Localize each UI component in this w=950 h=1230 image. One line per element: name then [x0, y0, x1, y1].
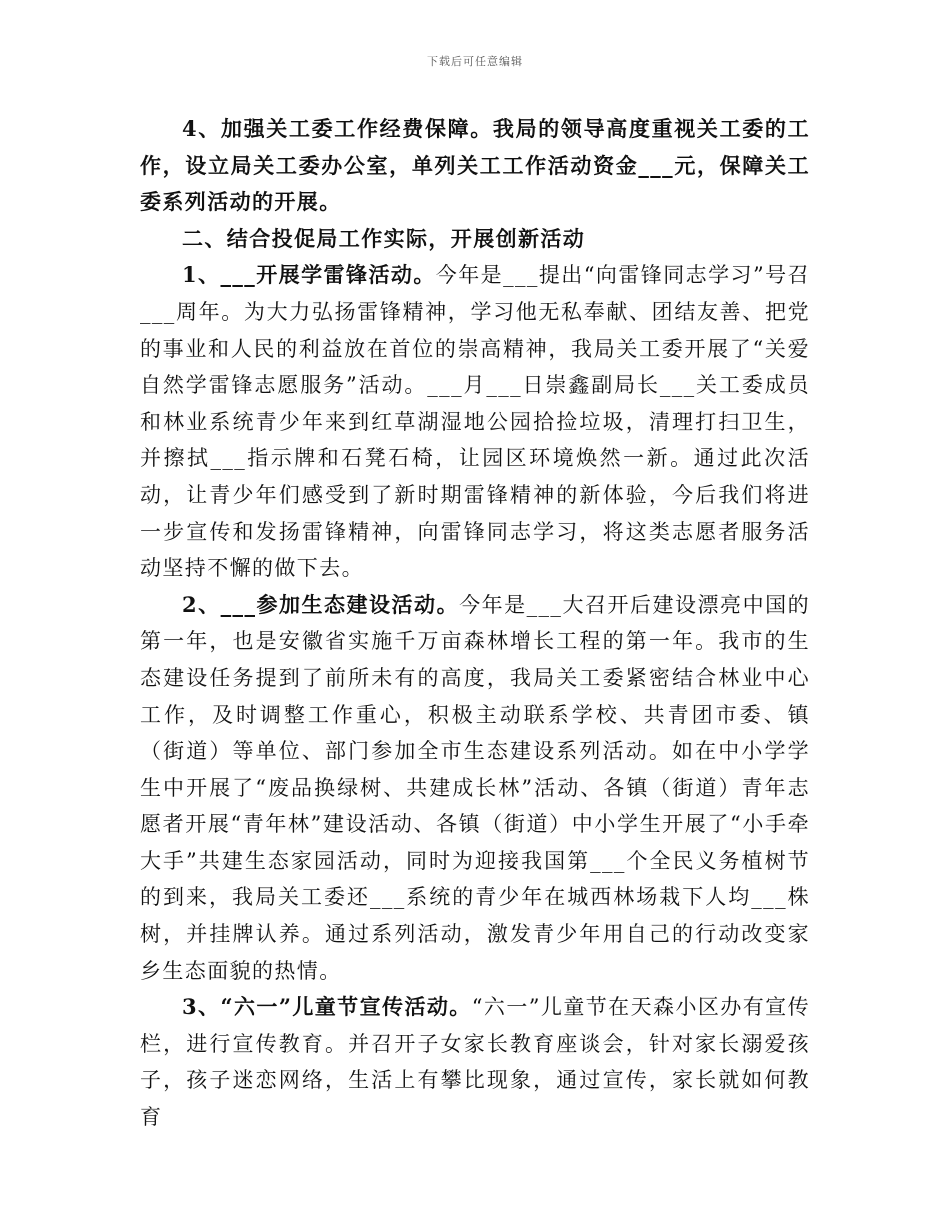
page-header: 下载后可任意编辑 — [427, 55, 523, 68]
paragraph-funding — [140, 111, 810, 221]
paragraph-bold: 3、“六一”儿童节宣传活动。 — [182, 994, 472, 1020]
paragraph-text: 今年是___提出“向雷锋同志学习”号召___周年。为大力弘扬雷锋精神，学习他无私奉献、团结友善、把党的事业和人民的利益放在首位的崇高精神，我局关工委开展了“关爱自然学雷锋志愿服务”活动。___月___日崇鑫副局长___关工委成员和林业系统青少年来到红草湖湿地公园拾捡垃圾，清理打扫卫生，并擦拭___指示牌和石凳石椅，让园区环境焕然一新。通过此次活动，让青少年们感受到了新时期雷锋精神的新体验，今后我们将进一步宣传和发扬雷锋精神，向雷锋同志学习，将这类志愿者服务活动坚持不懈的做下去。 — [140, 263, 810, 581]
document-body — [140, 111, 810, 1136]
paragraph-text: “六一”儿童节在天森小区办有宣传栏，进行宣传教育。并召开子女家长教育座谈会，针对家长溺爱孩子，孩子迷恋网络，生活上有攀比现象，通过宣传，家长就如何教育 — [140, 995, 810, 1130]
section-heading — [140, 221, 810, 258]
paragraph-leifeng — [140, 257, 810, 586]
paragraph-childrens-day — [140, 989, 810, 1135]
paragraph-ecology — [140, 587, 810, 990]
paragraph-text: 今年是___大召开后建设漂亮中国的第一年，也是安徽省实施千万亩森林增长工程的第一年。我市的生态建设任务提到了前所未有的高度，我局关工委紧密结合林业中心工作，及时调整工作重心，积极主动联系学校、共青团市委、镇（街道）等单位、部门参加全市生态建设系列活动。如在中小学学生中开展了“废品换绿树、共建成长林”活动、各镇（街道）青年志愿者开展“青年林”建设活动、各镇（街道）中小学生开展了“小手牵大手”共建生态家园活动，同时为迎接我国第___个全民义务植树节的到来，我局关工委还___系统的青少年在城西林场栽下人均___株树，并挂牌认养。通过系列活动，激发青少年用自己的行动改变家乡生态面貌的热情。 — [140, 592, 810, 983]
paragraph-bold: 1、___开展学雷锋活动。 — [182, 262, 436, 288]
heading-text: 二、结合投促局工作实际，开展创新活动 — [182, 225, 586, 251]
paragraph-bold: 4、加强关工委工作经费保障。我局的领导高度重视关工委的工作，设立局关工委办公室，单列关工工作活动资金___元，保障关工委系列活动的开展。 — [140, 116, 810, 215]
paragraph-bold: 2、___参加生态建设活动。 — [182, 591, 460, 617]
